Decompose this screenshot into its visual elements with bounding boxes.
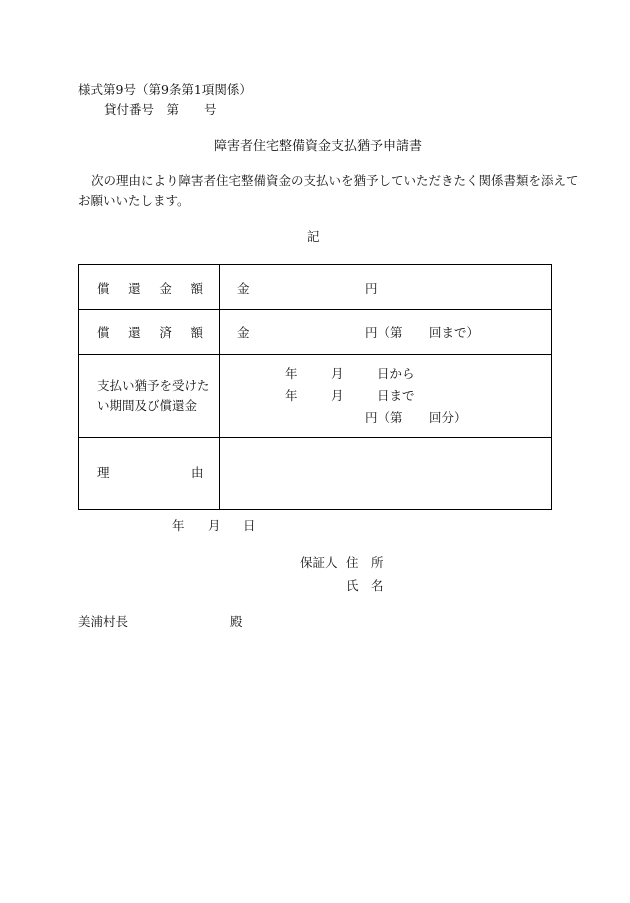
date-nen: 年 <box>172 518 185 533</box>
nen-label: 年 <box>285 366 298 381</box>
label-char: 還 <box>128 325 141 340</box>
date-tsuki: 月 <box>208 518 221 533</box>
label-repayment-amount <box>97 283 203 296</box>
tsuki-label: 月 <box>331 366 344 381</box>
hikara-label: 日から <box>377 366 415 381</box>
kaimade-label: 回まで） <box>429 325 480 340</box>
label-repaid-amount <box>97 327 203 340</box>
label-char: 額 <box>190 281 203 296</box>
kin-label: 金 <box>237 281 250 296</box>
kin-label: 金 <box>237 325 250 340</box>
row-repayment-amount <box>79 265 551 310</box>
guarantor-label: 保証人 <box>300 555 338 570</box>
nen-label: 年 <box>285 388 298 403</box>
yen-label: 円 <box>365 281 378 296</box>
label-reason-char: 由 <box>191 465 204 480</box>
label-char: 償 <box>97 325 110 340</box>
himade-label: 日まで <box>377 388 415 403</box>
guarantor-address: 住 所 <box>346 555 384 570</box>
label-reason-char: 理 <box>97 465 110 480</box>
yen-dai-label: 円（第 <box>365 410 403 425</box>
tsuki-label: 月 <box>331 388 344 403</box>
row-reason <box>79 437 551 509</box>
label-deferment-line1: 支払い猶予を受けた <box>97 378 210 393</box>
recipient-mayor: 美浦村長 <box>78 614 129 629</box>
row-deferment-period <box>79 354 551 438</box>
yen-dai-label: 円（第 <box>365 325 403 340</box>
body-text-line2: お願いいたします。 <box>78 193 190 208</box>
recipient-dono: 殿 <box>230 614 243 629</box>
form-number: 様式第9号（第9条第1項関係） <box>78 82 252 97</box>
label-char: 償 <box>97 281 110 296</box>
ki-marker: 記 <box>307 229 320 244</box>
body-text-line1: 次の理由により障害者住宅整備資金の支払いを猶予していただきたく関係書類を添えて <box>91 173 579 188</box>
label-char: 額 <box>190 325 203 340</box>
label-char: 還 <box>128 281 141 296</box>
document-title: 障害者住宅整備資金支払猶予申請書 <box>214 139 423 154</box>
date-hi: 日 <box>243 518 256 533</box>
application-table <box>78 264 552 510</box>
label-char: 金 <box>159 281 172 296</box>
guarantor-name: 氏 名 <box>346 578 384 593</box>
loan-number: 貸付番号 第 号 <box>104 102 217 117</box>
label-deferment-line2: い期間及び償還金 <box>97 398 198 413</box>
kaibun-label: 回分） <box>429 410 467 425</box>
row-repaid-amount <box>79 309 551 355</box>
label-char: 済 <box>159 325 172 340</box>
